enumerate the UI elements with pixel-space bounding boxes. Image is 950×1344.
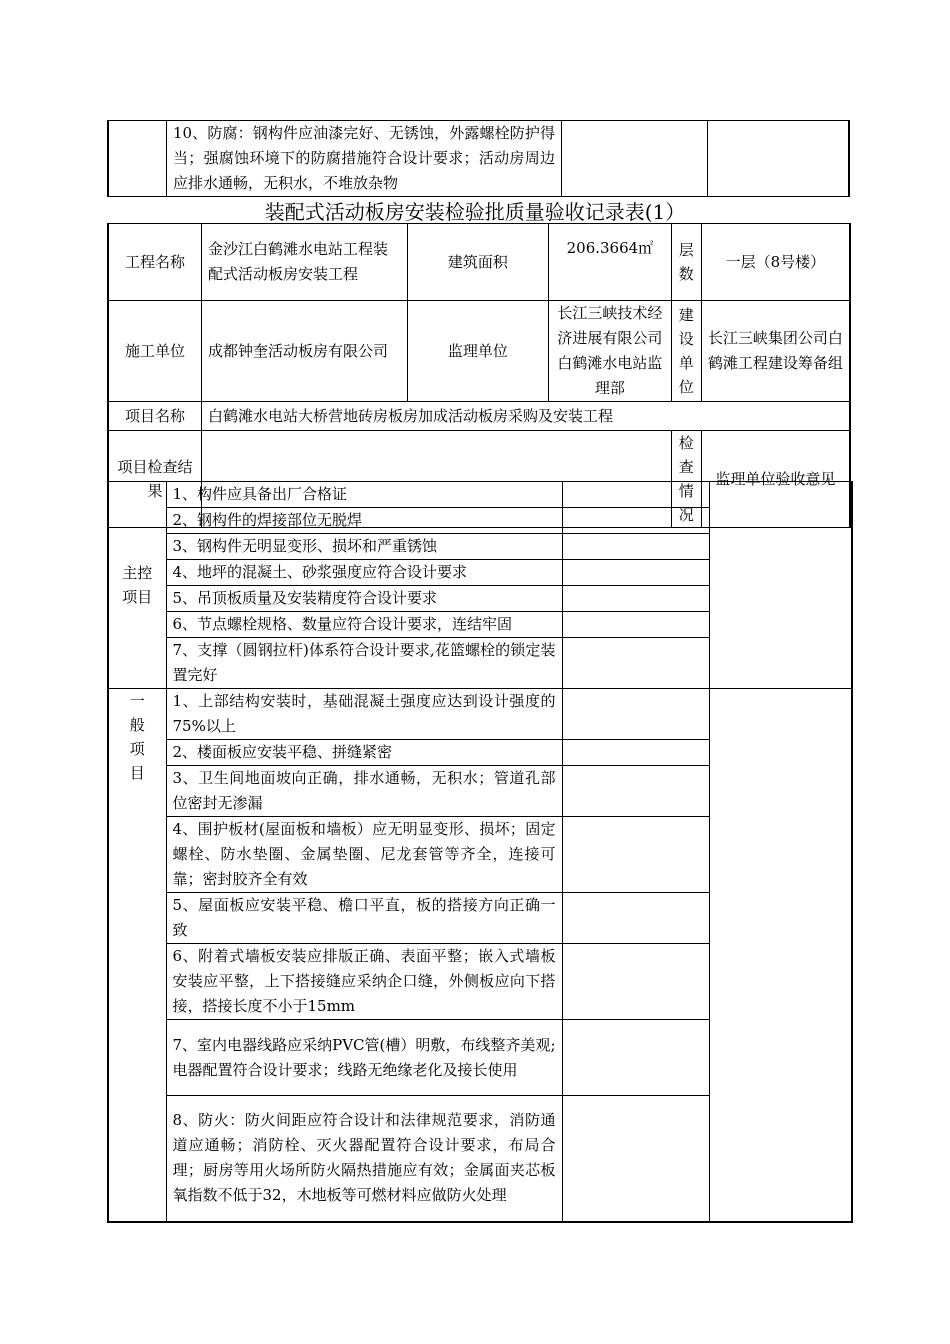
general-item: 7、室内电器线路应采纳PVC管(槽）明敷，布线整齐美观;电器配置符合设计要求；线路无绝缘老化及接长使用	[166, 1020, 562, 1096]
main_control-check-cell	[562, 638, 709, 689]
project-name-label: 工程名称	[108, 224, 202, 301]
general-opinion-cell	[709, 689, 852, 1222]
fragment-item-text: 10、防腐：钢构件应油漆完好、无锈蚀，外露螺栓防护得当；强腐蚀环境下的防腐措施符合设计要求；活动房周边应排水通畅，无积水，不堆放杂物	[173, 124, 555, 192]
fragment-blank-cell	[108, 121, 167, 197]
area-value: 206.3664㎡	[549, 224, 672, 301]
main_control-item: 6、节点螺栓规格、数量应符合设计要求，连结牢固	[166, 612, 562, 638]
general-item: 8、防火：防火间距应符合设计和法律规范要求，消防通道应通畅；消防栓、灭火器配置符合设计要求，布局合理；厨房等用火场所防火隔热措施应有效；金属面夹芯板氧指数不低于32，木地板等可燃材料应做防火处理	[166, 1096, 562, 1222]
supervisor-value: 长江三峡技术经济进展有限公司白鹤滩水电站监理部	[549, 301, 672, 402]
general-item: 1、上部结构安装时，基础混凝土强度应达到设计强度的75%以上	[166, 689, 562, 740]
area-label: 建筑面积	[407, 224, 548, 301]
main_control-check-cell	[562, 534, 709, 560]
main_control-item: 1、构件应具备出厂合格证	[166, 482, 562, 508]
check-status-label: 检查情况	[671, 431, 701, 528]
general-item: 3、卫生间地面坡向正确，排水通畅，无积水；管道孔部位密封无渗漏	[166, 766, 562, 817]
item-name-row	[108, 402, 850, 431]
fragment-item-cell	[167, 121, 562, 197]
previous-table-fragment	[107, 120, 850, 197]
general-check-cell	[562, 1096, 709, 1222]
floors-value: 一层（8号楼）	[701, 224, 850, 301]
item-name-value: 白鹤滩水电站大桥营地砖房板房加成活动板房采购及安装工程	[202, 402, 850, 431]
general-check-cell	[562, 817, 709, 893]
fragment-opinion-cell	[708, 121, 850, 197]
item-name-label: 项目名称	[108, 402, 202, 431]
general-check-cell	[562, 1020, 709, 1096]
general-row	[108, 689, 852, 740]
general-check-cell	[562, 689, 709, 740]
contractor-value: 成都钟奎活动板房有限公司	[202, 301, 408, 402]
floors-label: 层 数	[671, 224, 701, 301]
header-row-project	[108, 224, 850, 301]
header-row-units	[108, 301, 850, 402]
owner-label: 建设单位	[671, 301, 701, 402]
main_control-item: 4、地坪的混凝土、砂浆强度应符合设计要求	[166, 560, 562, 586]
owner-value: 长江三峡集团公司白鹤滩工程建设筹备组	[701, 301, 850, 402]
document-title: 装配式活动板房安装检验批质量验收记录表(1）	[264, 200, 686, 224]
general-check-cell	[562, 944, 709, 1020]
main_control-opinion-cell	[709, 482, 852, 689]
main-control-label-text: 主控项目	[122, 564, 153, 606]
general-item: 6、附着式墙板安装应排版正确、表面平整；嵌入式墙板安装应平整，上下搭接缝应采纳企口缝，外侧板应向下搭接，搭接长度不小于15mm	[166, 944, 562, 1020]
items-table	[107, 481, 853, 1223]
main_control-check-cell	[562, 482, 709, 508]
fragment-check-cell	[562, 121, 708, 197]
main_control-item: 2、钢构件的焊接部位无脱焊	[166, 508, 562, 534]
general-item: 4、围护板材(屋面板和墙板）应无明显变形、损坏；固定螺栓、防水垫圈、金属垫圈、尼龙套管等齐全，连接可靠；密封胶齐全有效	[166, 817, 562, 893]
opinion-label: 监理单位验收意见	[701, 431, 850, 528]
general-check-cell	[562, 766, 709, 817]
general-check-cell	[562, 740, 709, 766]
supervisor-label: 监理单位	[407, 301, 548, 402]
contractor-label: 施工单位	[108, 301, 202, 402]
general-item: 5、屋面板应安装平稳、檐口平直，板的搭接方向正确一致	[166, 893, 562, 944]
main_control-row	[108, 482, 852, 508]
main_control-check-cell	[562, 508, 709, 534]
main_control-check-cell	[562, 612, 709, 638]
main_control-item: 3、钢构件无明显变形、损坏和严重锈蚀	[166, 534, 562, 560]
project-name-value: 金沙江白鹤滩水电站工程装配式活动板房安装工程	[202, 224, 408, 301]
check-result-label: 项目检查结果	[108, 431, 202, 528]
main_control-check-cell	[562, 560, 709, 586]
general-item: 2、楼面板应安装平稳、拼缝紧密	[166, 740, 562, 766]
main_control-item: 5、吊顶板质量及安装精度符合设计要求	[166, 586, 562, 612]
general-label	[108, 689, 166, 1222]
general-check-cell	[562, 893, 709, 944]
main_control-check-cell	[562, 586, 709, 612]
main-control-label	[108, 482, 166, 689]
main_control-item: 7、支撑（圆钢拉杆)体系符合设计要求,花篮螺栓的锁定装置完好	[166, 638, 562, 689]
general-label-text: 一般项目	[129, 692, 145, 782]
